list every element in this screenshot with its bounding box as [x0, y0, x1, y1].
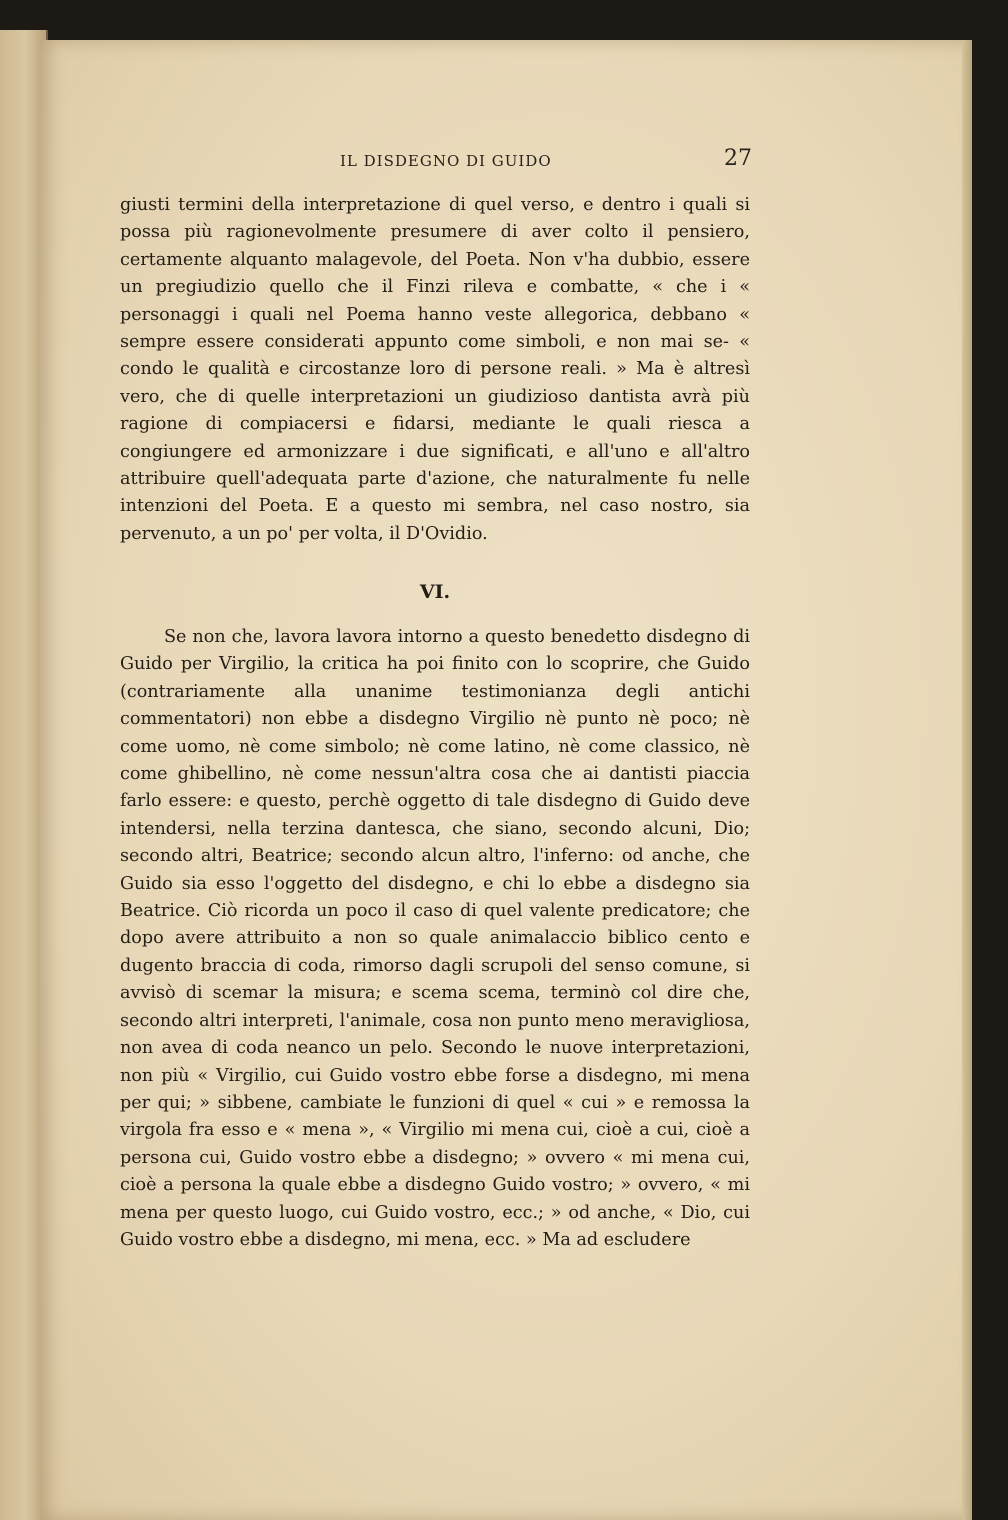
page-number: 27 — [724, 146, 752, 171]
section-body — [120, 624, 750, 1254]
paragraph: giusti termini della interpretazione di quel verso, e dentro i quali si possa più ragionevolmente presumere di aver colto il pensiero, certamente alquanto malagevole, del Poeta. Non v'ha dubbio, essere un pregiudizio quello che il Finzi rileva e combatte, « che i « personaggi i quali nel Poema hanno veste allegorica, debbano « sempre essere considerati appunto come simboli, e non mai se- « condo le qualità e circostanze loro di persone reali. » Ma è altresì vero, che di quelle interpretazioni un giudizioso dantista avrà più ragione di compiacersi e fidarsi, mediante le quali riesca a congiungere ed armonizzare i due significati, e all'uno e all'altro attribuire quell'adequata parte d'azione, che naturalmente fu nelle intenzioni del Poeta. E a questo mi sembra, nel caso nostro, sia pervenuto, a un po' per volta, il D'Ovidio. — [120, 195, 750, 544]
page-header — [120, 148, 760, 178]
running-title: IL DISDEGNO DI GUIDO — [340, 152, 552, 170]
paragraph: Se non che, lavora lavora intorno a questo benedetto disdegno di Guido per Virgilio, la critica ha poi finito con lo scoprire, che Guido (contrariamente alla unanime testimonianza degli antichi commentatori) non ebbe a disdegno Virgilio nè punto nè poco; nè come uomo, nè come simbolo; nè come latino, nè come classico, nè come ghibellino, nè come nessun'altra cosa che ai dantisti piaccia farlo essere: e questo, perchè oggetto di tale disdegno di Guido deve intendersi, nella terzina dantesca, che siano, secondo alcuni, Dio; secondo altri, Beatrice; secondo alcun altro, l'inferno: od anche, che Guido sia esso l'oggetto del disdegno, e chi lo ebbe a disdegno sia Beatrice. Ciò ricorda un poco il caso di quel valente predicatore; che dopo avere attribuito a non so quale animalaccio biblico cento e dugento braccia di coda, rimorso dagli scrupoli del senso comune, si avvisò di scemar la misura; e scema scema, terminò col dire che, secondo altri interpreti, l'animale, cosa non punto meno meravigliosa, non avea di coda neanco un pelo. Secondo le nuove interpretazioni, non più « Virgilio, cui Guido vostro ebbe forse a disdegno, mi mena per qui; » sibbene, cambiate le funzioni di quel « cui » e remossa la virgola fra esso e « mena », « Virgilio mi mena cui, cioè a cui, cioè a persona cui, Guido vostro ebbe a disdegno; » ovvero « mi mena cui, cioè a persona la quale ebbe a disdegno Guido vostro; » ovvero, « mi mena per questo luogo, cui Guido vostro, ecc.; » od anche, « Dio, cui Guido vostro ebbe a disdegno, mi mena, ecc. » Ma ad escludere — [120, 627, 750, 1250]
continued-paragraph — [120, 192, 750, 548]
section-heading: VI. — [419, 581, 451, 603]
page-fore-edge — [962, 40, 972, 1520]
